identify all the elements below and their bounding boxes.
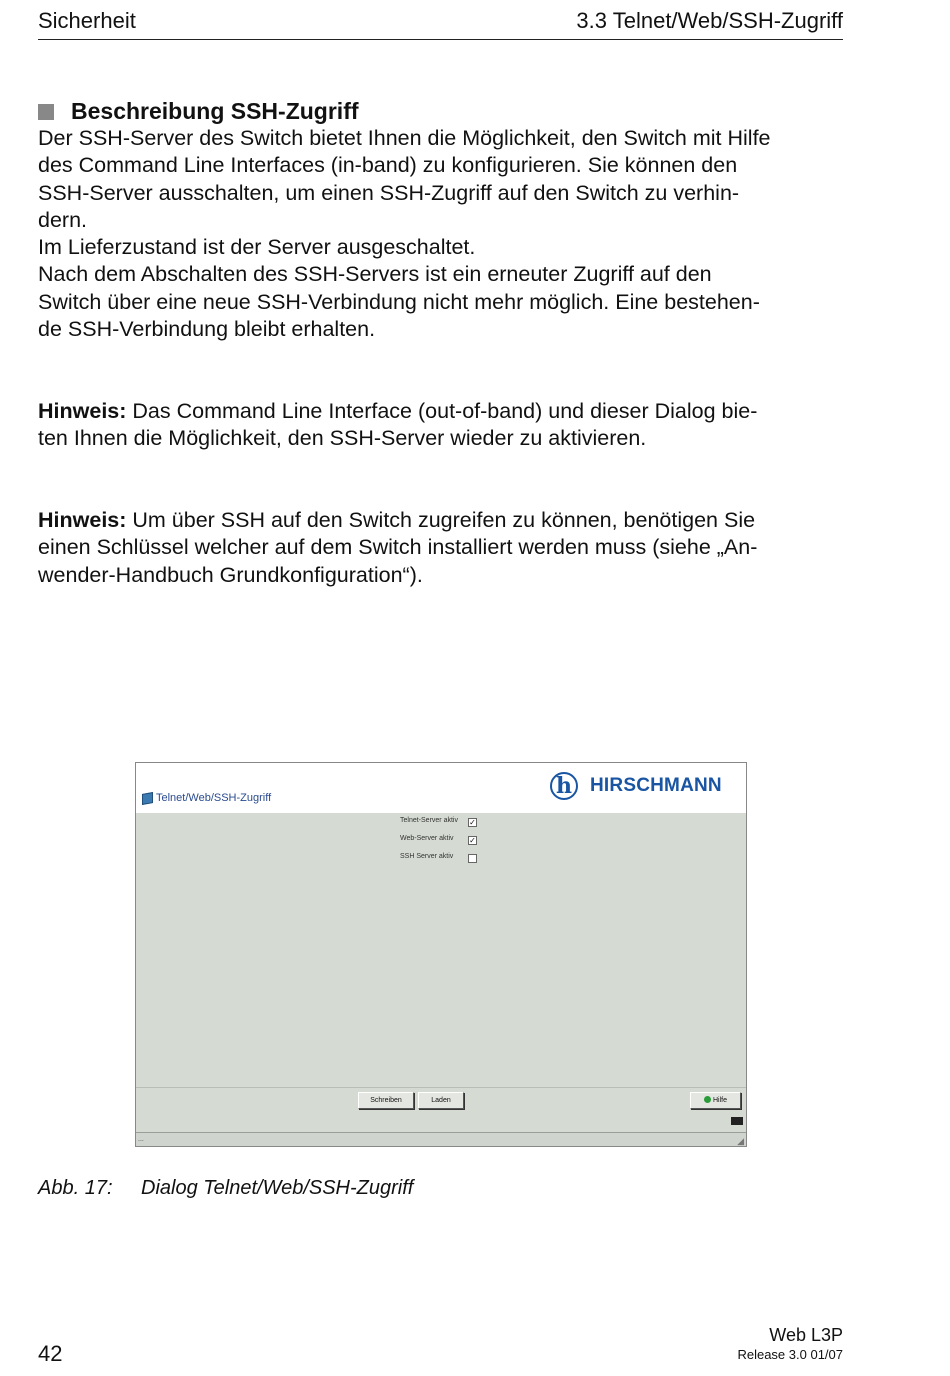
- option-label-web: Web-Server aktiv: [400, 835, 454, 842]
- help-button-label: Hilfe: [712, 1097, 727, 1104]
- write-button[interactable]: Schreiben: [358, 1092, 414, 1109]
- page-header-left: Sicherheit: [38, 8, 136, 33]
- note-label: Hinweis:: [38, 508, 127, 532]
- page-number: 42: [38, 1341, 63, 1366]
- section-heading: [38, 98, 359, 125]
- note-2: [38, 507, 844, 589]
- dialog-title: [142, 792, 271, 804]
- button-bar-separator: [136, 1087, 746, 1088]
- body-paragraph: [38, 125, 844, 343]
- body-line: Nach dem Abschalten des SSH-Servers ist ein erneuter Zugriff auf den: [38, 262, 712, 287]
- body-line: de SSH-Verbindung bleibt erhalten.: [38, 317, 376, 342]
- square-bullet-icon: [38, 104, 54, 120]
- note-1: [38, 398, 844, 453]
- load-button[interactable]: Laden: [418, 1092, 464, 1109]
- note-text: einen Schlüssel welcher auf dem Switch installiert werden muss (siehe „An-: [38, 535, 758, 560]
- dialog-header: [136, 763, 746, 813]
- status-bar: [136, 1132, 746, 1147]
- note-text: ten Ihnen die Möglichkeit, den SSH-Server wieder zu aktivieren.: [38, 426, 647, 451]
- note-text: wender-Handbuch Grundkonfiguration“).: [38, 562, 423, 587]
- note-text: Das Command Line Interface (out-of-band) und dieser Dialog bie-: [126, 399, 758, 423]
- note-text: Um über SSH auf den Switch zugreifen zu können, benötigen Sie: [126, 508, 756, 532]
- checkbox-telnet[interactable]: ✓: [469, 818, 476, 827]
- dialog-title-text: Telnet/Web/SSH-Zugriff: [156, 792, 272, 804]
- page-header-right: 3.3 Telnet/Web/SSH-Zugriff: [576, 8, 843, 33]
- figure-number: Abb. 17:: [38, 1177, 113, 1199]
- footer-release: Release 3.0 01/07: [737, 1347, 843, 1362]
- dialog-screenshot: [135, 762, 747, 1147]
- checkbox-web[interactable]: ✓: [469, 836, 476, 845]
- hirschmann-logo-mark: h: [550, 772, 578, 800]
- section-heading-text: Beschreibung SSH-Zugriff: [71, 98, 359, 124]
- body-line: Switch über eine neue SSH-Verbindung nicht mehr möglich. Eine bestehen-: [38, 289, 760, 314]
- console-icon: [731, 1117, 743, 1125]
- figure-title: Dialog Telnet/Web/SSH-Zugriff: [141, 1177, 414, 1199]
- body-line: dern.: [38, 207, 88, 232]
- resize-grip-icon[interactable]: ◢: [737, 1136, 744, 1146]
- hirschmann-logo-text: HIRSCHMANN: [590, 775, 722, 796]
- help-icon: [704, 1096, 711, 1103]
- cube-icon: [142, 792, 153, 805]
- help-button[interactable]: [690, 1092, 741, 1109]
- note-label: Hinweis:: [38, 399, 127, 423]
- checkbox-ssh[interactable]: [468, 854, 477, 863]
- dialog-body: [136, 813, 746, 1089]
- body-line: Der SSH-Server des Switch bietet Ihnen die Möglichkeit, den Switch mit Hilfe: [38, 126, 771, 150]
- body-line: SSH-Server ausschalten, um einen SSH-Zugriff auf den Switch zu verhin-: [38, 180, 740, 205]
- body-line: des Command Line Interfaces (in-band) zu konfigurieren. Sie können den: [38, 153, 738, 178]
- option-label-telnet: Telnet-Server aktiv: [400, 817, 458, 824]
- header-rule: [38, 39, 843, 40]
- body-line: Im Lieferzustand ist der Server ausgeschaltet.: [38, 235, 476, 260]
- status-text: ...: [138, 1136, 144, 1143]
- hirschmann-logo: [550, 772, 722, 800]
- figure-caption: [38, 1177, 413, 1200]
- footer-product: Web L3P: [769, 1325, 843, 1345]
- option-label-ssh: SSH Server aktiv: [400, 853, 454, 860]
